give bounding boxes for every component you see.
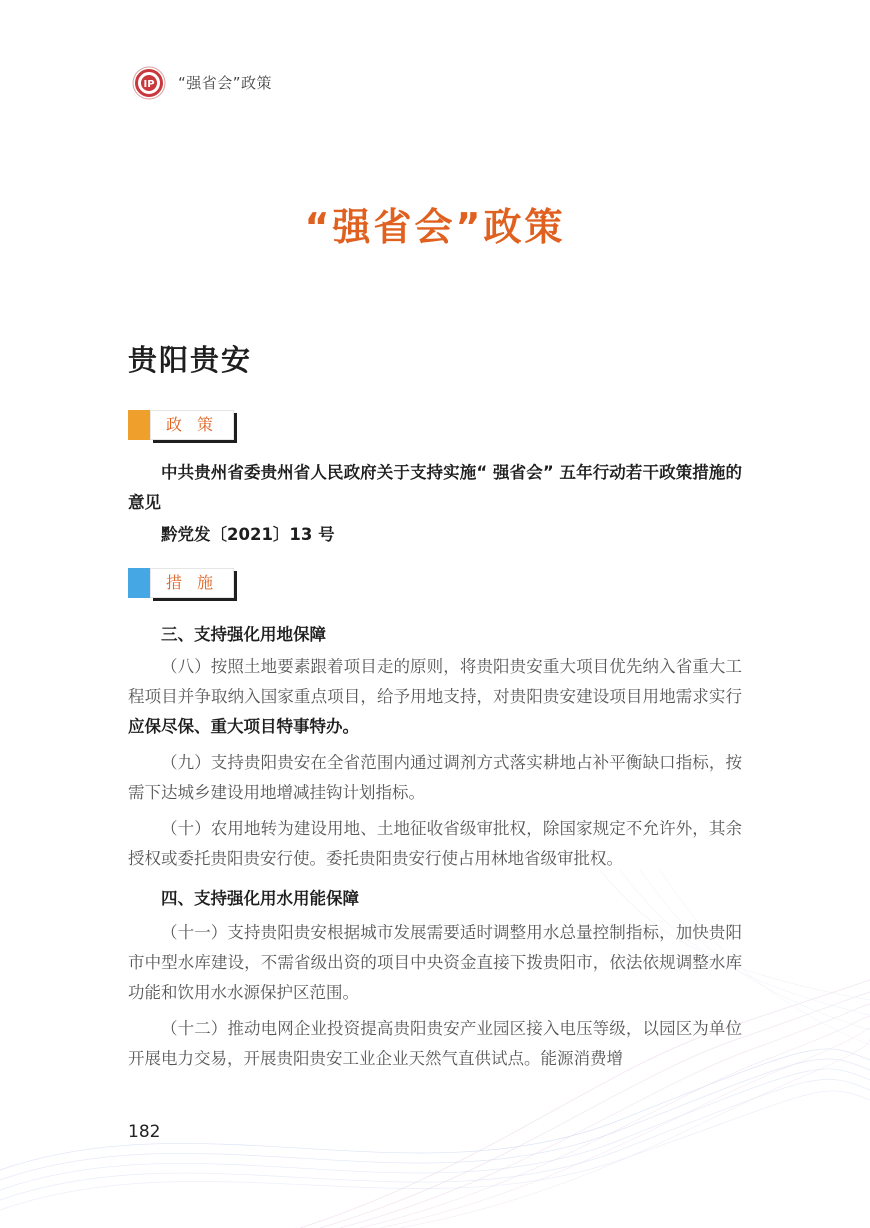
paragraph-8-text: （八）按照土地要素跟着项目走的原则，将贵阳贵安重大项目优先纳入省重大工程项目并争取纳入国家重点项目，给予用地支持，对贵阳贵安建设项目用地需求实行 xyxy=(128,657,742,706)
section-title: 贵阳贵安 xyxy=(128,343,253,377)
chapter-title: “强省会”政策 xyxy=(304,205,566,249)
paragraph-8-emphasis: 应保尽保、重大项目特事特办。 xyxy=(128,717,359,736)
policy-document-number: 黔党发〔2021〕13 号 xyxy=(161,525,335,544)
policy-tag-label: 政 策 xyxy=(165,415,219,434)
policy-tag xyxy=(128,410,236,440)
paragraph-12: （十二）推动电网企业投资提高贵阳贵安产业园区接入电压等级，以园区为单位开展电力交易，开展贵阳贵安工业企业天然气直供试点。能源消费增 xyxy=(128,1019,742,1068)
paragraph-9: （九）支持贵阳贵安在全省范围内通过调剂方式落实耕地占补平衡缺口指标，按需下达城乡建设用地增减挂钩计划指标。 xyxy=(128,753,742,802)
section-heading-3: 三、支持强化用地保障 xyxy=(161,625,326,644)
measures-tag xyxy=(128,568,236,598)
running-header-title: “强省会”政策 xyxy=(178,74,273,92)
policy-document-title: 中共贵州省委贵州省人民政府关于支持实施“ 强省会” 五年行动若干政策措施的意见 xyxy=(128,463,742,512)
association-emblem-icon xyxy=(132,66,166,100)
page-number: 182 xyxy=(128,1122,161,1142)
svg-text:IP: IP xyxy=(143,79,155,90)
paragraph-10: （十）农用地转为建设用地、土地征收省级审批权，除国家规定不允许外，其余授权或委托贵阳贵安行使。委托贵阳贵安行使占用林地省级审批权。 xyxy=(128,819,742,868)
paragraph-8 xyxy=(128,652,742,742)
paragraph-11: （十一）支持贵阳贵安根据城市发展需要适时调整用水总量控制指标，加快贵阳市中型水库建设，不需省级出资的项目中央资金直接下拨贵阳市，依法依规调整水库功能和饮用水水源保护区范围。 xyxy=(128,923,742,1002)
measures-tag-label: 措 施 xyxy=(165,573,219,592)
section-heading-4: 四、支持强化用水用能保障 xyxy=(161,889,359,908)
